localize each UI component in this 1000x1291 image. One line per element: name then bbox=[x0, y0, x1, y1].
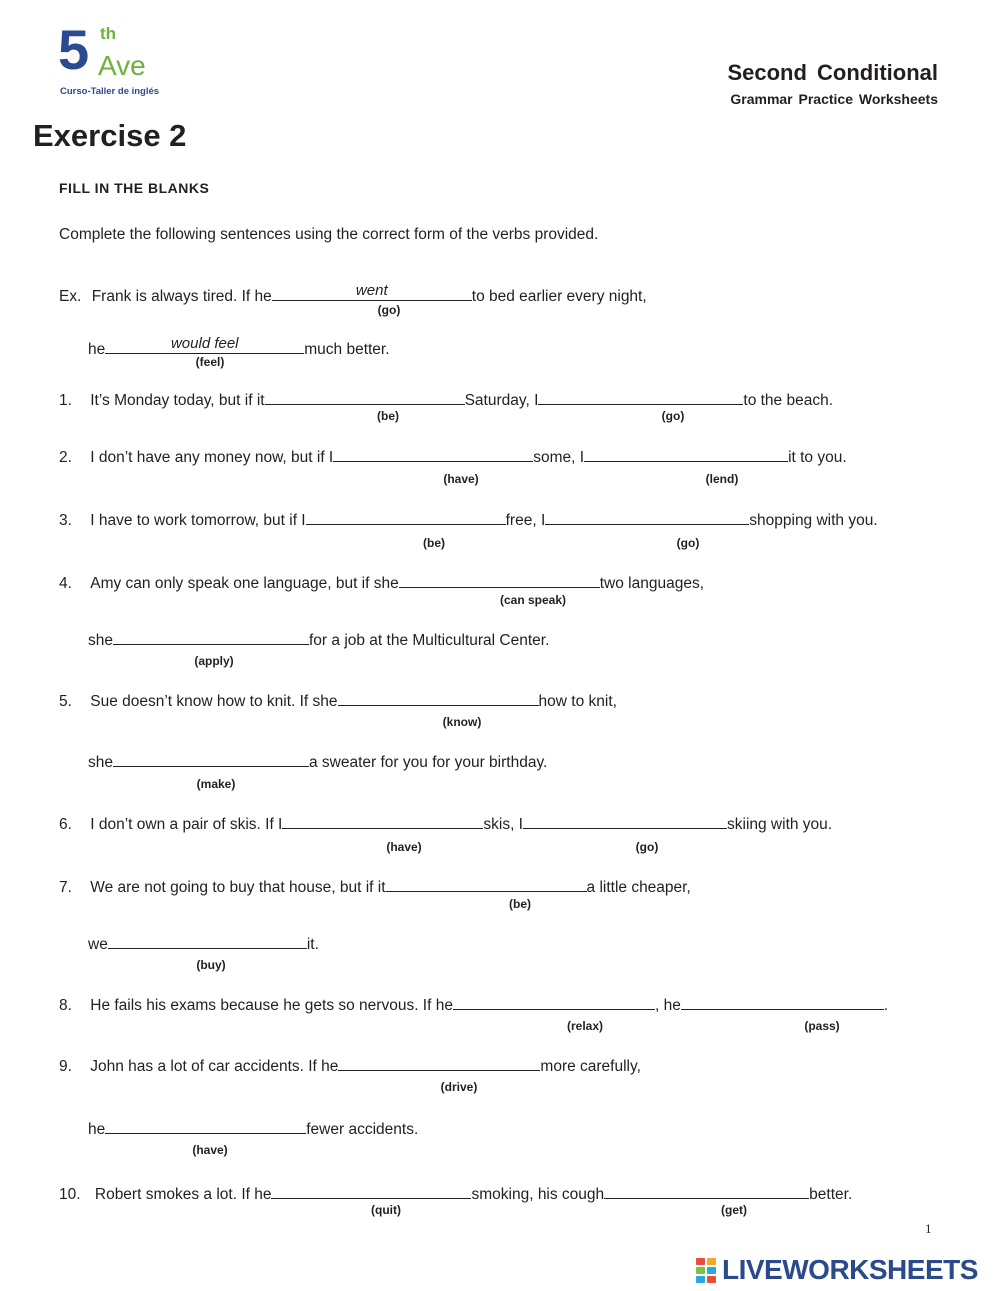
sentence-4 bbox=[59, 570, 704, 593]
verb-hint: (make) bbox=[196, 777, 236, 791]
verb-hint: (have) bbox=[192, 1143, 228, 1157]
sentence-text: It’s Monday today, but if it bbox=[90, 392, 265, 409]
sentence-text: it to you. bbox=[788, 449, 847, 466]
sentence-text: free, I bbox=[505, 512, 546, 529]
sentence-text: he bbox=[88, 1121, 106, 1138]
logo bbox=[58, 18, 178, 102]
verb-hint: (know) bbox=[442, 715, 482, 729]
answer-blank[interactable] bbox=[604, 1181, 809, 1199]
sentence-text: how to knit, bbox=[538, 693, 617, 710]
example-label: Ex. bbox=[59, 288, 82, 305]
sentence-text: much better. bbox=[304, 341, 390, 358]
logo-number: 5 bbox=[58, 18, 88, 81]
answer-blank[interactable] bbox=[399, 570, 600, 588]
verb-hint: (be) bbox=[377, 409, 399, 423]
item-number: 8. bbox=[59, 997, 72, 1014]
page-number: 1 bbox=[925, 1221, 932, 1236]
filled-answer: would feel bbox=[170, 335, 239, 352]
example-line-1 bbox=[59, 283, 647, 306]
document-subtitle: Grammar Practice Worksheets bbox=[730, 91, 938, 107]
sentence-3 bbox=[59, 507, 878, 530]
answer-blank[interactable] bbox=[338, 688, 539, 706]
sentence-text: to the beach. bbox=[743, 392, 834, 409]
answer-blank[interactable] bbox=[386, 874, 587, 892]
verb-hint: (pass) bbox=[804, 1019, 840, 1033]
sentence-text: I have to work tomorrow, but if I bbox=[90, 512, 306, 529]
verb-hint: (have) bbox=[386, 840, 422, 854]
sentence-text: I don’t have any money now, but if I bbox=[90, 449, 334, 466]
sentence-7-continued bbox=[88, 931, 319, 954]
item-number: 1. bbox=[59, 392, 72, 409]
item-number: 7. bbox=[59, 879, 72, 896]
item-number: 6. bbox=[59, 816, 72, 833]
sentence-text: He fails his exams because he gets so nervous. If he bbox=[90, 997, 453, 1014]
verb-hint: (go) bbox=[377, 303, 401, 317]
sentence-9-continued bbox=[88, 1116, 418, 1139]
sentence-4-continued bbox=[88, 627, 549, 650]
verb-hint: (quit) bbox=[371, 1203, 401, 1217]
verb-hint: (apply) bbox=[194, 654, 234, 668]
verb-hint: (go) bbox=[661, 409, 685, 423]
liveworksheets-grid-icon bbox=[696, 1258, 718, 1284]
logo-superscript: th bbox=[100, 24, 117, 43]
sentence-text: she bbox=[88, 632, 113, 649]
sentence-text: she bbox=[88, 754, 113, 771]
item-number: 3. bbox=[59, 512, 72, 529]
sentence-text: We are not going to buy that house, but if it bbox=[90, 879, 386, 896]
sentence-text: we bbox=[88, 936, 108, 953]
sentence-8 bbox=[59, 992, 888, 1015]
sentence-text: a sweater for you for your birthday. bbox=[309, 754, 548, 771]
verb-hint: (get) bbox=[721, 1203, 747, 1217]
item-number: 9. bbox=[59, 1058, 72, 1075]
answer-blank[interactable] bbox=[108, 931, 307, 949]
answer-blank[interactable] bbox=[306, 507, 506, 525]
sentence-text: smoking, his cough bbox=[471, 1186, 605, 1203]
verb-hint: (lend) bbox=[705, 472, 739, 486]
item-number: 2. bbox=[59, 449, 72, 466]
answer-blank[interactable] bbox=[113, 749, 309, 767]
example-line-2 bbox=[88, 336, 390, 359]
answer-blank[interactable] bbox=[105, 1116, 306, 1134]
sentence-text: it. bbox=[306, 936, 319, 953]
sentence-text: Sue doesn’t know how to knit. If she bbox=[90, 693, 338, 710]
sentence-text: a little cheaper, bbox=[586, 879, 691, 896]
logo-tagline: Curso-Taller de inglés bbox=[60, 86, 160, 97]
answer-blank[interactable] bbox=[105, 336, 304, 354]
verb-hint: (have) bbox=[443, 472, 479, 486]
exercise-title: Exercise 2 bbox=[33, 118, 187, 153]
filled-answer: went bbox=[355, 282, 388, 299]
sentence-text: I don’t own a pair of skis. If I bbox=[90, 816, 283, 833]
sentence-10 bbox=[59, 1181, 852, 1204]
item-number: 10. bbox=[59, 1186, 81, 1203]
logo-word: Ave bbox=[98, 50, 146, 81]
sentence-text: skiing with you. bbox=[727, 816, 833, 833]
sentence-text: , he bbox=[654, 997, 681, 1014]
sentence-text: skis, I bbox=[483, 816, 523, 833]
sentence-text: Amy can only speak one language, but if she bbox=[90, 575, 399, 592]
sentence-text: better. bbox=[809, 1186, 853, 1203]
verb-hint: (buy) bbox=[196, 958, 226, 972]
sentence-7 bbox=[59, 874, 691, 897]
answer-blank[interactable] bbox=[523, 811, 727, 829]
answer-blank[interactable] bbox=[584, 444, 788, 462]
sentence-2 bbox=[59, 444, 847, 467]
sentence-text: . bbox=[883, 997, 889, 1014]
verb-hint: (can speak) bbox=[499, 593, 567, 607]
verb-hint: (go) bbox=[676, 536, 700, 550]
sentence-text: Robert smokes a lot. If he bbox=[94, 1186, 272, 1203]
verb-hint: (feel) bbox=[195, 355, 225, 369]
sentence-text: some, I bbox=[533, 449, 585, 466]
section-title: FILL IN THE BLANKS bbox=[59, 180, 210, 196]
sentence-1 bbox=[59, 387, 833, 410]
sentence-text: Saturday, I bbox=[464, 392, 539, 409]
answer-blank[interactable] bbox=[272, 283, 472, 301]
document-title: Second Conditional bbox=[727, 60, 938, 85]
answer-blank[interactable] bbox=[681, 992, 884, 1010]
verb-hint: (relax) bbox=[566, 1019, 604, 1033]
sentence-text: more carefully, bbox=[540, 1058, 641, 1075]
verb-hint: (drive) bbox=[440, 1080, 478, 1094]
verb-hint: (go) bbox=[635, 840, 659, 854]
sentence-text: John has a lot of car accidents. If he bbox=[90, 1058, 339, 1075]
answer-blank[interactable] bbox=[113, 627, 309, 645]
item-number: 5. bbox=[59, 693, 72, 710]
sentence-5 bbox=[59, 688, 617, 711]
sentence-text: to bed earlier every night, bbox=[471, 288, 647, 305]
answer-blank[interactable] bbox=[265, 387, 465, 405]
answer-blank[interactable] bbox=[338, 1053, 540, 1071]
sentence-6 bbox=[59, 811, 832, 834]
answer-blank[interactable] bbox=[453, 992, 655, 1010]
sentence-text: shopping with you. bbox=[749, 512, 878, 529]
sentence-5-continued bbox=[88, 749, 547, 772]
sentence-text: he bbox=[88, 341, 106, 358]
answer-blank[interactable] bbox=[545, 507, 749, 525]
sentence-text: fewer accidents. bbox=[306, 1121, 419, 1138]
sentence-text: Frank is always tired. If he bbox=[91, 288, 272, 305]
answer-blank[interactable] bbox=[282, 811, 483, 829]
item-number: 4. bbox=[59, 575, 72, 592]
sentence-text: for a job at the Multicultural Center. bbox=[309, 632, 550, 649]
answer-blank[interactable] bbox=[538, 387, 743, 405]
sentence-text: two languages, bbox=[599, 575, 705, 592]
answer-blank[interactable] bbox=[333, 444, 533, 462]
verb-hint: (be) bbox=[423, 536, 445, 550]
sentence-9 bbox=[59, 1053, 641, 1076]
liveworksheets-wordmark: LIVEWORKSHEETS bbox=[722, 1254, 978, 1285]
answer-blank[interactable] bbox=[271, 1181, 471, 1199]
instruction-text: Complete the following sentences using the correct form of the verbs provided. bbox=[59, 226, 599, 243]
verb-hint: (be) bbox=[509, 897, 531, 911]
